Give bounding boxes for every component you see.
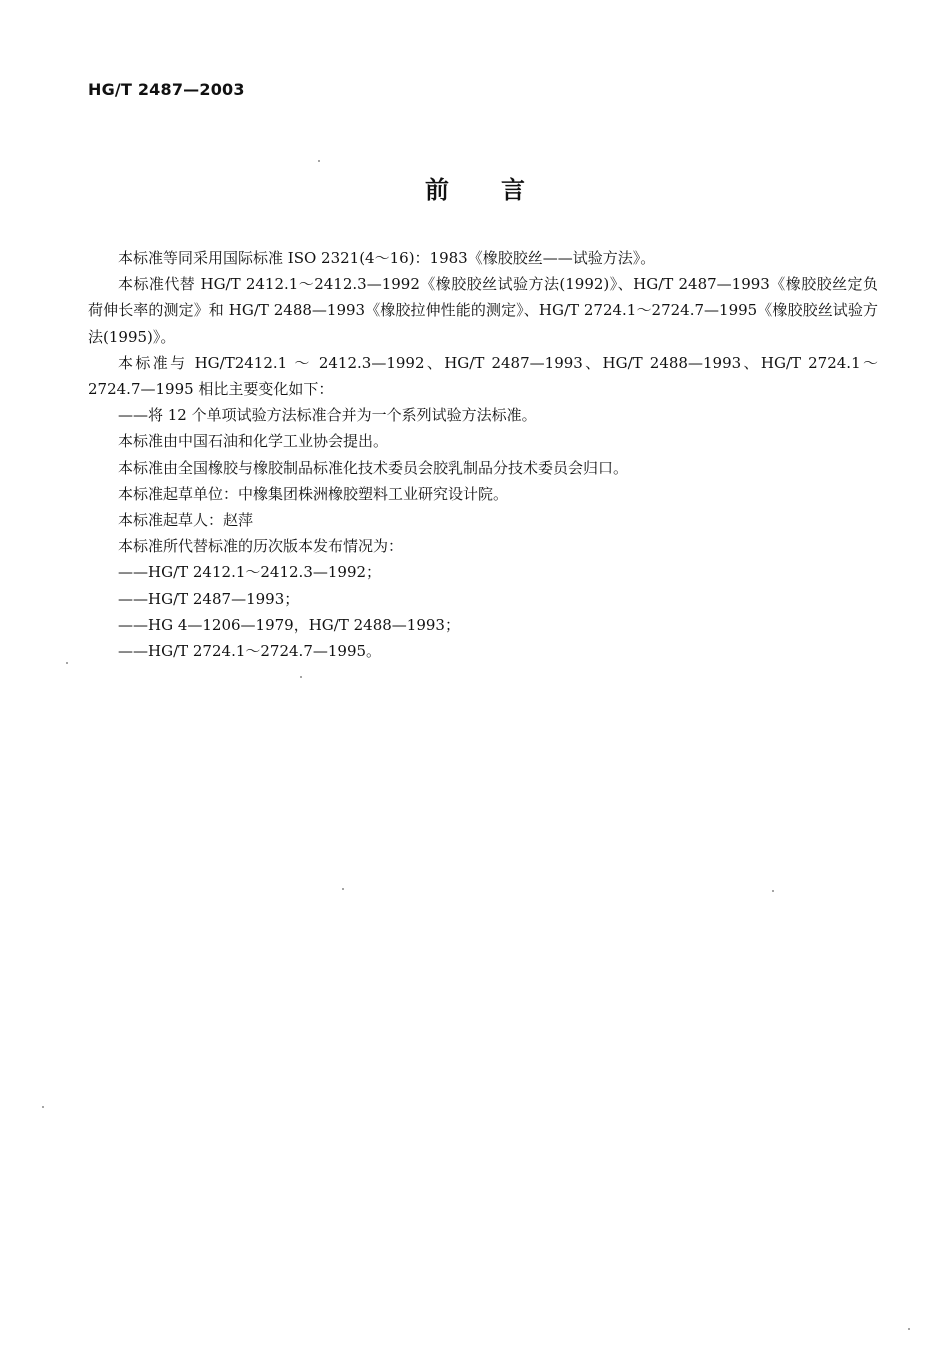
standard-code: HG/T 2487—2003 [88, 80, 245, 99]
paragraph-proposed-by: 本标准由中国石油和化学工业协会提出。 [118, 432, 389, 451]
page-title [0, 170, 950, 205]
scan-speck [300, 676, 302, 678]
history-item: ——HG/T 2412.1～2412.3—1992； [118, 563, 382, 582]
title-char-1: 前 [425, 176, 449, 204]
paragraph-drafting-unit: 本标准起草单位：中橡集团株洲橡胶塑料工业研究设计院。 [118, 484, 509, 503]
scan-speck [772, 890, 774, 892]
paragraph-replaces: 本标准代替 HG/T 2412.1～2412.3—1992《橡胶胶丝试验方法(1992)》、HG/T 2487—1993《橡胶胶丝定负荷伸长率的测定》和 HG/T 2488—1993《橡胶拉伸性能的测定》、HG/T 2724.1～2724.7—1995《橡胶胶丝试验方法(1995)》。 [88, 275, 878, 346]
paragraph-drafter: 本标准起草人：赵萍 [118, 511, 254, 530]
scan-speck [342, 888, 344, 890]
scan-speck [318, 160, 320, 162]
scan-speck [908, 1328, 910, 1330]
history-item: ——HG/T 2724.1～2724.7—1995。 [118, 642, 382, 661]
history-item: ——HG/T 2487—1993； [118, 589, 300, 608]
scan-speck [66, 662, 68, 664]
paragraph-adoption: 本标准等同采用国际标准 ISO 2321(4～16)：1983《橡胶胶丝——试验方法》。 [118, 249, 656, 267]
change-item: ——将 12 个单项试验方法标准合并为一个系列试验方法标准。 [118, 406, 537, 425]
paragraph-responsible: 本标准由全国橡胶与橡胶制品标准化技术委员会胶乳制品分技术委员会归口。 [118, 458, 629, 477]
paragraph-changes: 本标准与 HG/T2412.1 ～ 2412.3—1992、HG/T 2487—1993、HG/T 2488—1993、HG/T 2724.1～2724.7—1995 相比主要变化如下： [88, 353, 878, 399]
history-item: ——HG 4—1206—1979，HG/T 2488—1993； [118, 615, 460, 634]
title-char-2: 言 [501, 176, 525, 204]
paragraph-history-intro: 本标准所代替标准的历次版本发布情况为： [118, 537, 404, 556]
foreword-body [88, 245, 878, 664]
scan-speck [42, 1106, 44, 1108]
